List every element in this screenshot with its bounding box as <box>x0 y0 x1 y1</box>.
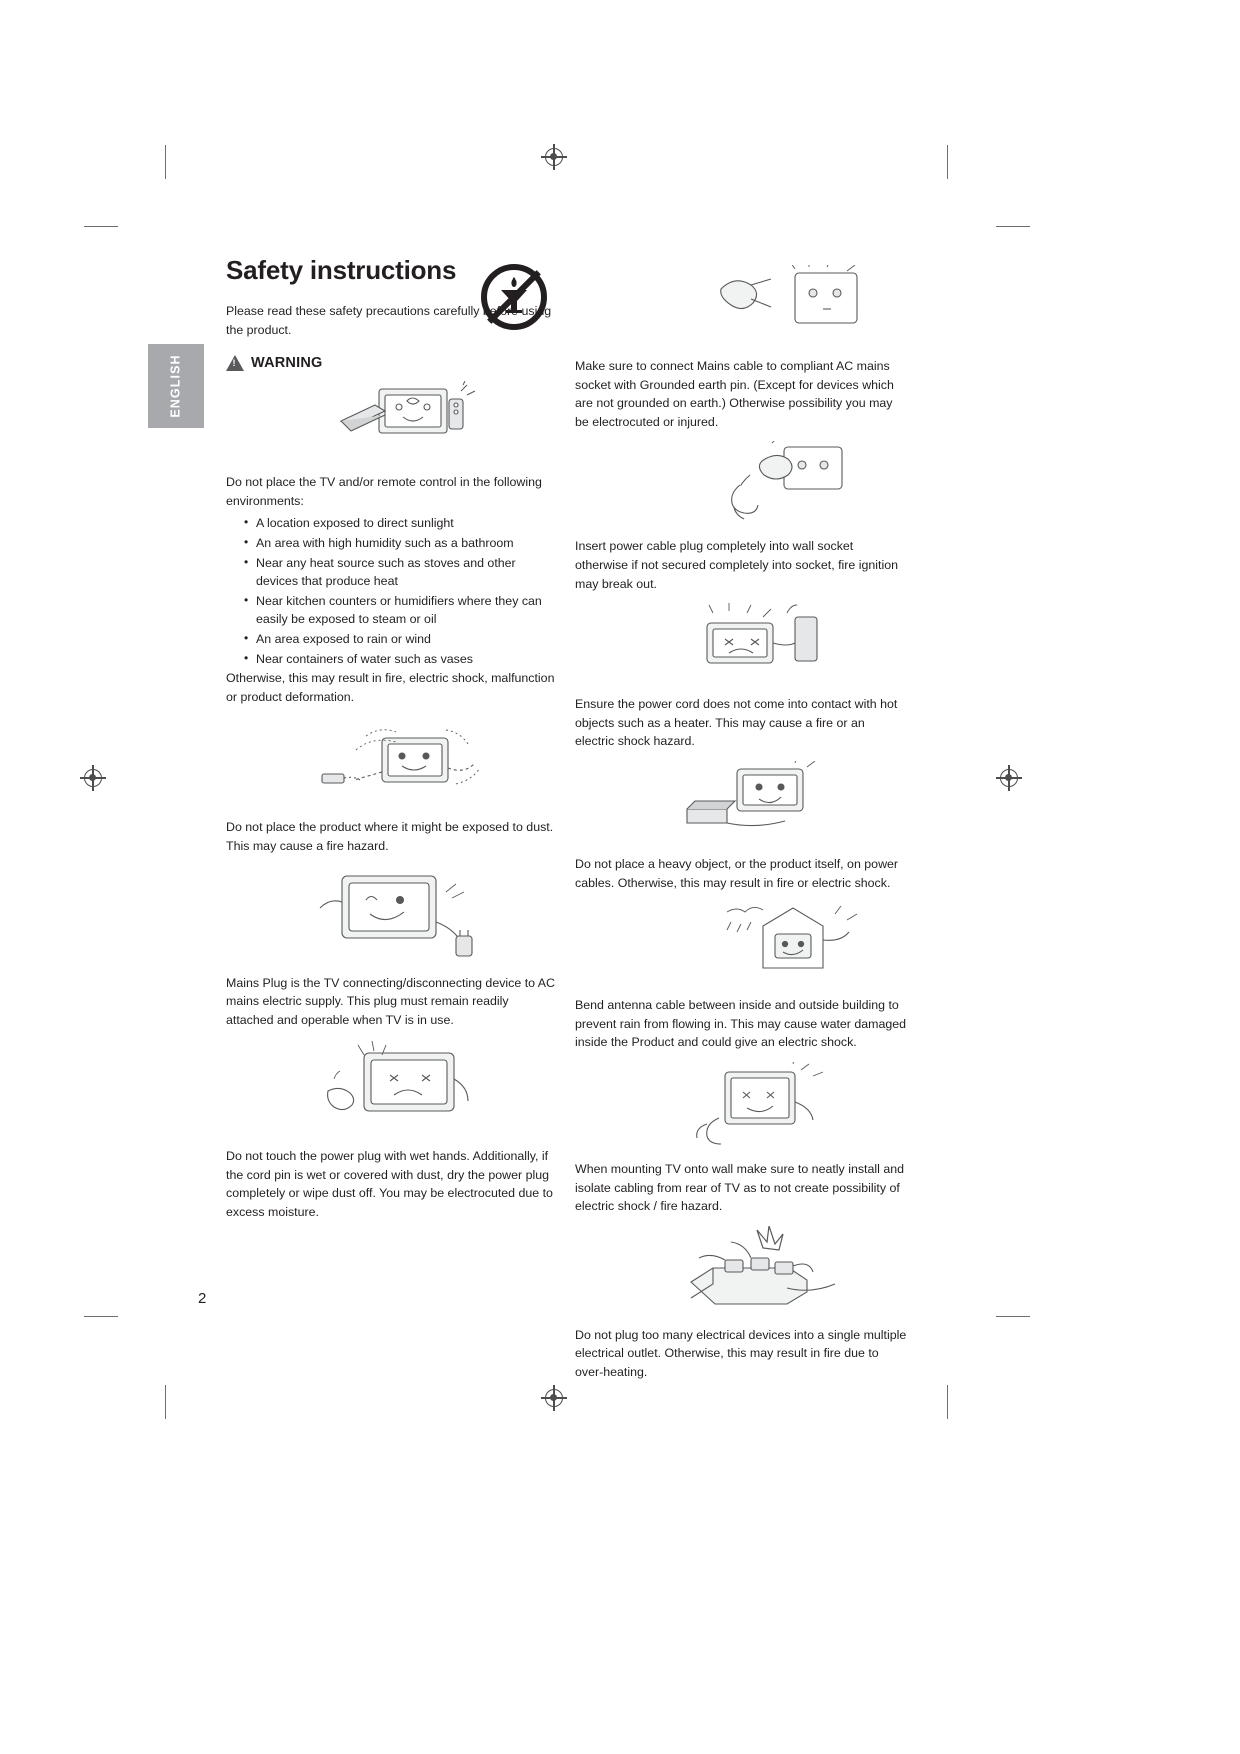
intro-text: Please read these safety precautions carefully before using the product. <box>226 304 552 337</box>
illustration-wall-mount <box>667 1062 897 1148</box>
list-item: • An area with high humidity such as a bathroom <box>244 534 556 553</box>
right-block3-text: Ensure the power cord does not come into contact with hot objects such as a heater. This may cause a fire or an electric shock hazard. <box>575 697 898 749</box>
crop-mark-right-top <box>996 226 1030 227</box>
right-block2-text: Insert power cable plug completely into wall socket otherwise if not secured completely into socket, fire ignition may break out. <box>575 539 899 591</box>
block3-text: Mains Plug is the TV connecting/disconnecting device to AC mains electric supply. This plug must remain readily attached and operable when TV is in use. <box>226 975 555 1027</box>
crop-mark-top-left <box>165 145 166 179</box>
illustration-tv-environments <box>311 381 511 461</box>
list-item: • A location exposed to direct sunlight <box>244 514 556 533</box>
right-block1-text: Make sure to connect Mains cable to compliant AC mains socket with Grounded earth pin. (Except for devices which are not grounded on earth.) Otherwise possibility you may be electrocuted or injured. <box>575 359 894 429</box>
warning-header <box>226 355 556 371</box>
right-block6-text: When mounting TV onto wall make sure to neatly install and isolate cabling from rear of TV as to not create possibility of electric shock / fire hazard. <box>575 1161 904 1214</box>
illustration-antenna-rain <box>667 902 897 984</box>
language-tab <box>148 344 204 428</box>
illustration-hot-object <box>667 603 897 683</box>
left-column <box>226 255 556 1222</box>
registration-mark-top <box>541 144 567 170</box>
illustration-grounded-plug <box>685 265 885 345</box>
illustration-heavy-object <box>667 761 897 843</box>
warning-label: WARNING <box>251 355 323 372</box>
language-tab-label: ENGLISH <box>169 354 184 418</box>
crop-mark-bottom-left <box>165 1385 166 1419</box>
illustration-mains-plug <box>296 866 526 962</box>
list-item: • Near kitchen counters or humidifiers where they can easily be exposed to steam or oil <box>244 592 556 629</box>
block2-text: Do not place the product where it might be exposed to dust. This may cause a fire hazard. <box>226 820 554 853</box>
right-block7-text: Do not plug too many electrical devices into a single multiple electrical outlet. Otherwise, this may result in fire due to over-heating. <box>575 1327 907 1379</box>
crop-mark-left-bottom <box>84 1316 118 1317</box>
crop-mark-bottom-right <box>947 1385 948 1419</box>
right-block5-text: Bend antenna cable between inside and outside building to prevent rain from flowing in. This may cause water damaged inside the Product and could give an electric shock. <box>575 998 907 1050</box>
list-item: • An area exposed to rain or wind <box>244 630 556 649</box>
block1-tail: Otherwise, this may result in fire, electric shock, malfunction or product deformation. <box>226 671 555 704</box>
right-block4-text: Do not place a heavy object, or the product itself, on power cables. Otherwise, this may result in fire or electric shock. <box>575 856 899 890</box>
illustration-dust <box>296 716 526 806</box>
right-column <box>575 255 907 1381</box>
page-title: Safety instructions <box>226 255 457 285</box>
crop-mark-right-bottom <box>996 1316 1030 1317</box>
illustration-wet-hands <box>298 1039 528 1135</box>
illustration-insert-plug <box>680 441 880 525</box>
crop-mark-top-right <box>947 145 948 179</box>
list-item: • Near containers of water such as vases <box>244 650 556 669</box>
registration-mark-bottom <box>541 1385 567 1411</box>
list-item: • Near any heat source such as stoves and other devices that produce heat <box>244 554 556 591</box>
page-number: 2 <box>198 1290 207 1307</box>
crop-mark-left-top <box>84 226 118 227</box>
registration-mark-right <box>996 765 1022 791</box>
environment-list <box>226 514 556 668</box>
block1-lead: Do not place the TV and/or remote control in the following environments: <box>226 475 542 508</box>
warning-triangle-icon <box>226 355 244 371</box>
illustration-overloaded-outlet <box>667 1226 897 1314</box>
registration-mark-left <box>80 765 106 791</box>
block4-text: Do not touch the power plug with wet hands. Additionally, if the cord pin is wet or covered with dust, dry the power plug completely or wipe dust off. You may be electrocuted due to excess moisture. <box>226 1149 553 1220</box>
